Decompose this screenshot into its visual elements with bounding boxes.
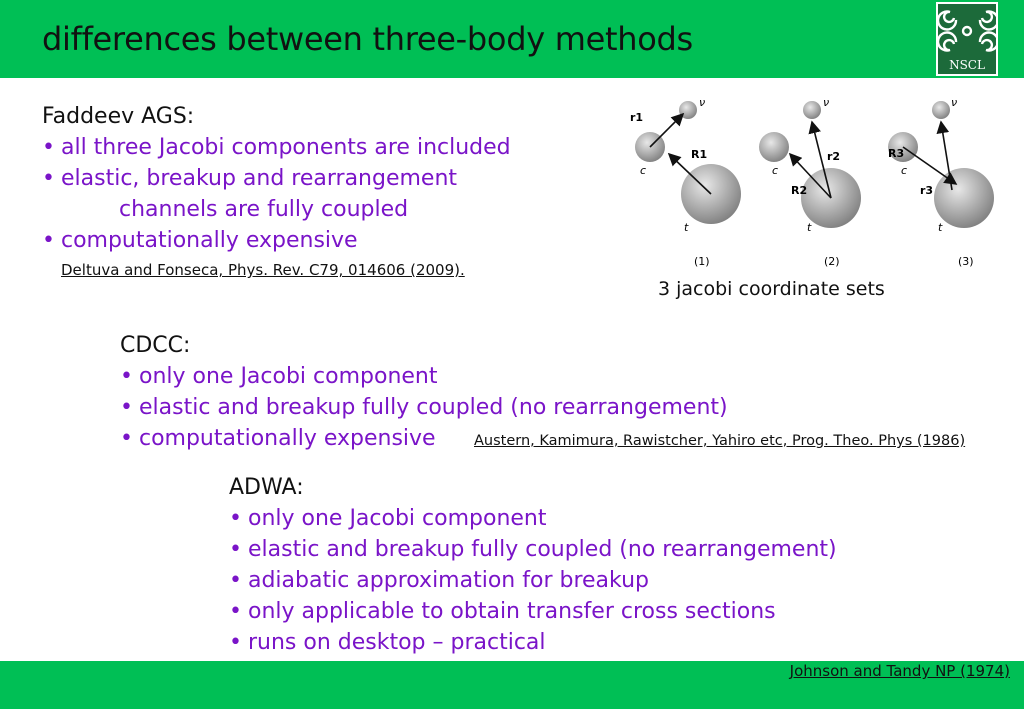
faddeev-reference: Deltuva and Fonseca, Phys. Rev. C79, 014606 (2009). xyxy=(61,261,465,279)
r3-label: r3 xyxy=(920,184,934,197)
nu-sphere xyxy=(803,101,821,119)
cdcc-heading: CDCC: xyxy=(120,333,191,358)
cdcc-reference: Austern, Kamimura, Rawistcher, Yahiro etc, Prog. Theo. Phys (1986) xyxy=(474,433,966,449)
adwa-bullet-3: • adiabatic approximation for breakup xyxy=(229,565,837,596)
target-sphere xyxy=(934,168,994,228)
set-label: (2) xyxy=(824,255,840,268)
cdcc-bullet-2: • elastic and breakup fully coupled (no rearrangement) xyxy=(120,392,728,423)
logo-swirl-icon xyxy=(938,4,996,56)
jacobi-set-2 xyxy=(759,96,861,268)
faddeev-bullet-2: • elastic, breakup and rearrangement xyxy=(42,163,511,194)
core-sphere xyxy=(759,132,789,162)
adwa-bullet-2: • elastic and breakup fully coupled (no rearrangement) xyxy=(229,534,837,565)
nu-label: ν xyxy=(823,96,830,109)
footer-reference: Johnson and Tandy NP (1974) xyxy=(789,662,1010,680)
R3-label: R3 xyxy=(888,147,905,160)
nu-label: ν xyxy=(699,96,706,109)
nu-label: ν xyxy=(951,96,958,109)
R1-label: R1 xyxy=(691,148,708,161)
logo-text: NSCL xyxy=(949,58,985,72)
cdcc-bullet-3: • computationally expensive xyxy=(120,423,728,454)
adwa-bullet-1: • only one Jacobi component xyxy=(229,503,837,534)
core-label: c xyxy=(901,164,908,177)
jacobi-set-1 xyxy=(630,96,741,268)
slide-title: differences between three-body methods xyxy=(42,20,693,58)
set-label: (3) xyxy=(958,255,974,268)
cdcc-bullet-1: • only one Jacobi component xyxy=(120,361,728,392)
r1-label: r1 xyxy=(630,111,644,124)
adwa-heading: ADWA: xyxy=(229,475,304,500)
adwa-section xyxy=(229,472,837,658)
adwa-bullet-4: • only applicable to obtain transfer cross sections xyxy=(229,596,837,627)
core-label: c xyxy=(640,164,647,177)
core-label: c xyxy=(772,164,779,177)
set-label: (1) xyxy=(694,255,710,268)
nscl-logo xyxy=(936,2,998,76)
faddeev-heading: Faddeev AGS: xyxy=(42,104,195,129)
r2-label: r2 xyxy=(827,150,841,163)
target-label: t xyxy=(938,221,943,234)
faddeev-section xyxy=(42,101,511,256)
target-label: t xyxy=(807,221,812,234)
adwa-bullet-5: • runs on desktop – practical xyxy=(229,627,837,658)
faddeev-bullet-2-cont: channels are fully coupled xyxy=(119,197,409,222)
target-label: t xyxy=(684,221,689,234)
nu-sphere xyxy=(932,101,950,119)
diagram-caption: 3 jacobi coordinate sets xyxy=(658,278,885,300)
jacobi-set-3 xyxy=(888,96,994,268)
faddeev-bullet-3: • computationally expensive xyxy=(42,225,511,256)
R2-label: R2 xyxy=(791,184,808,197)
title-bar xyxy=(0,0,1024,78)
jacobi-coordinates-diagram xyxy=(624,94,1016,274)
faddeev-bullet-1: • all three Jacobi components are included xyxy=(42,132,511,163)
